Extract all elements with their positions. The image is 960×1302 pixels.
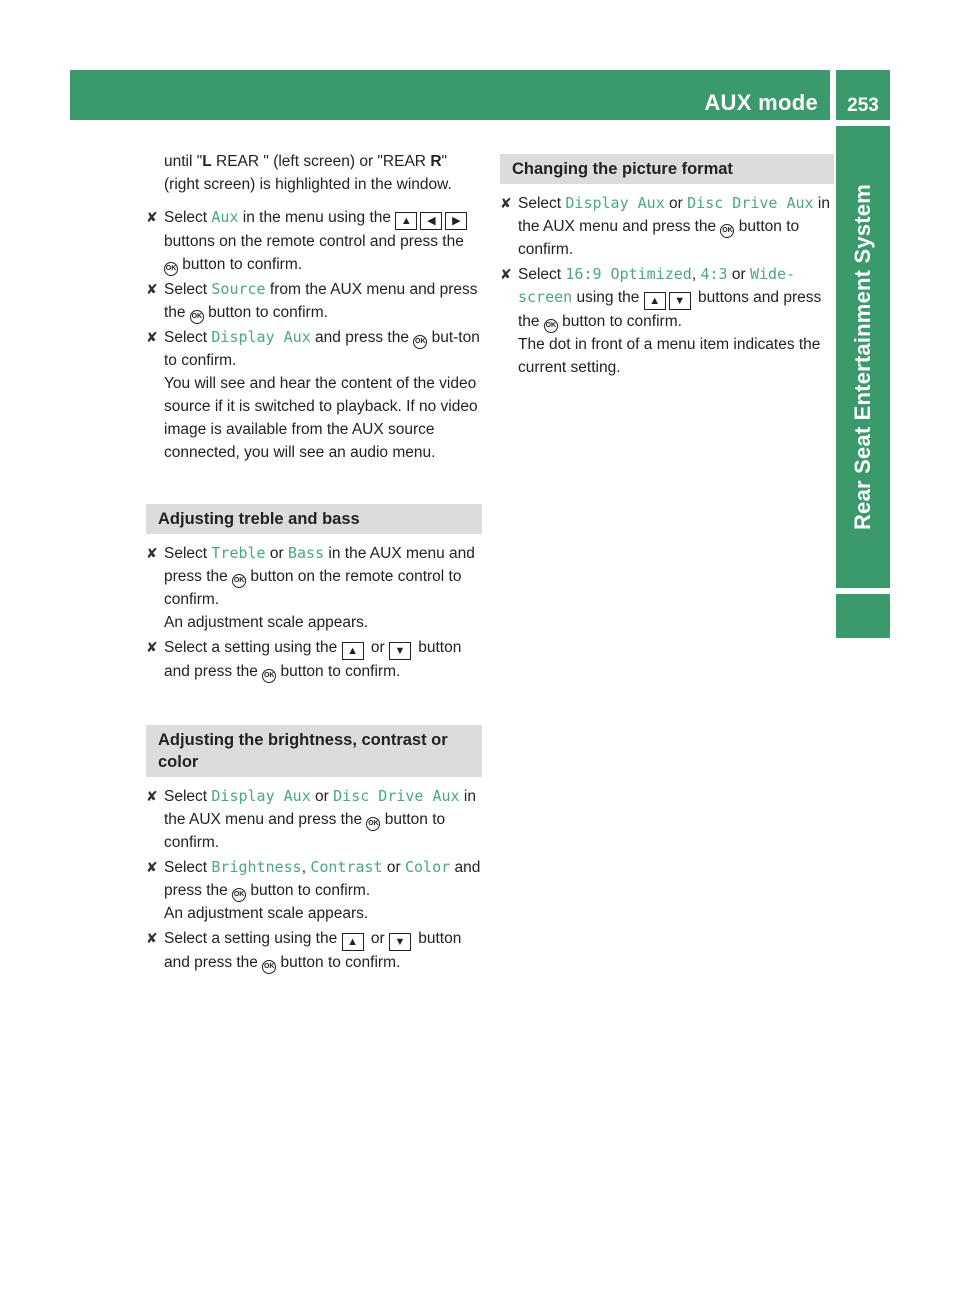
text: button and press the: [164, 639, 462, 680]
step-note: You will see and hear the content of the video source if it is switched to playback. If no video image is available from the AUX source connected, you will see an audio menu.: [164, 375, 478, 461]
bold-text: L: [202, 153, 212, 170]
step-note: An adjustment scale appears.: [164, 614, 369, 631]
text: button to confirm.: [164, 811, 446, 851]
text: Select: [518, 266, 566, 283]
menu-item-disc-drive-aux: Disc Drive Aux: [333, 787, 460, 805]
step-select-format: [500, 263, 834, 379]
text: button to confirm.: [518, 218, 800, 258]
right-column: [500, 154, 834, 381]
ok-button-icon: OK: [164, 262, 178, 276]
text: Select: [164, 329, 212, 346]
text: or: [664, 195, 688, 212]
ok-button-icon: OK: [413, 335, 427, 349]
menu-item-display-aux: Display Aux: [565, 194, 665, 212]
text: button to confirm.: [557, 313, 682, 330]
step-select-display-source: [500, 192, 834, 261]
text: button to confirm.: [246, 882, 371, 899]
menu-item-widescreen: Wide‐ screen: [518, 265, 796, 306]
section-heading-treble-bass: Adjusting treble and bass: [146, 504, 482, 534]
menu-item-bass: Bass: [287, 544, 325, 562]
ok-button-icon: OK: [262, 960, 276, 974]
step-note: An adjustment scale appears.: [164, 905, 369, 922]
menu-item-contrast: Contrast: [310, 858, 383, 876]
menu-item-4-3: 4:3: [700, 265, 728, 283]
ok-button-icon: OK: [544, 319, 558, 333]
step-select-display-source: [146, 785, 482, 854]
up-arrow-key-icon: ▲: [342, 642, 364, 660]
step-select-treble-bass: [146, 542, 482, 634]
text: or: [727, 266, 750, 283]
text: or: [382, 859, 405, 876]
bold-text: R: [430, 153, 442, 170]
section-tab: [836, 126, 890, 588]
step-arrow-icon: ✘: [146, 281, 158, 297]
step-select-aux: [146, 206, 482, 276]
text: button to confirm.: [276, 663, 401, 680]
text: button to confirm.: [203, 304, 328, 321]
step-arrow-icon: ✘: [146, 545, 158, 561]
step-select-display-aux: [146, 326, 482, 464]
text: in the AUX menu and press the: [518, 195, 830, 235]
ok-button-icon: OK: [232, 888, 246, 902]
step-arrow-icon: ✘: [146, 859, 158, 875]
step-arrow-icon: ✘: [500, 266, 512, 282]
page-number-box: [836, 70, 890, 120]
step-select-setting: [146, 927, 482, 974]
text: Select: [164, 209, 212, 226]
text: and press the: [310, 329, 414, 346]
step-select-source: [146, 278, 482, 324]
step-note: The dot in front of a menu item indicates the current setting.: [518, 336, 821, 376]
text: Select: [164, 788, 212, 805]
text: in the AUX menu and press the: [164, 788, 476, 828]
text: button and press the: [164, 930, 462, 971]
down-arrow-key-icon: ▼: [669, 292, 691, 310]
intro-paragraph: [146, 150, 482, 196]
down-arrow-key-icon: ▼: [389, 642, 411, 660]
text: or: [310, 788, 334, 805]
text: button on the remote control to confirm.: [164, 568, 462, 608]
text: in the menu using the: [238, 209, 396, 226]
text: Select: [164, 281, 212, 298]
text: Select: [164, 545, 212, 562]
left-arrow-key-icon: ◀: [420, 212, 442, 230]
step-arrow-icon: ✘: [500, 195, 512, 211]
step-arrow-icon: ✘: [146, 209, 158, 225]
text: from the AUX menu and press the: [164, 281, 478, 321]
up-arrow-key-icon: ▲: [395, 212, 417, 230]
menu-item-treble: Treble: [211, 544, 266, 562]
menu-item-source: Source: [211, 280, 266, 298]
text: button to confirm.: [178, 256, 303, 273]
header-bar: [70, 70, 830, 120]
text: or: [265, 545, 288, 562]
step-select-setting: [146, 636, 482, 683]
text: Select: [164, 859, 212, 876]
right-arrow-key-icon: ▶: [445, 212, 467, 230]
step-arrow-icon: ✘: [146, 788, 158, 804]
step-arrow-icon: ✘: [146, 639, 158, 655]
section-tab-title: Rear Seat Entertainment System: [850, 184, 875, 530]
menu-item-color: Color: [404, 858, 451, 876]
text: or: [366, 639, 389, 656]
text: Select a setting using the: [164, 930, 342, 947]
text: buttons on the remote control and press the: [164, 233, 464, 250]
menu-item-brightness: Brightness: [211, 858, 302, 876]
page-title: AUX mode: [704, 90, 818, 115]
text: Select: [518, 195, 566, 212]
menu-item-disc-drive-aux: Disc Drive Aux: [687, 194, 814, 212]
ok-button-icon: OK: [190, 310, 204, 324]
menu-item-display-aux: Display Aux: [211, 787, 311, 805]
text: ,: [691, 266, 701, 283]
ok-button-icon: OK: [366, 817, 380, 831]
left-column: [146, 150, 482, 976]
step-arrow-icon: ✘: [146, 329, 158, 345]
up-arrow-key-icon: ▲: [644, 292, 666, 310]
text: button to confirm.: [276, 954, 401, 971]
text: and press the: [164, 859, 481, 899]
step-arrow-icon: ✘: [146, 930, 158, 946]
down-arrow-key-icon: ▼: [389, 933, 411, 951]
ok-button-icon: OK: [262, 669, 276, 683]
text: REAR " (left screen) or "REAR: [211, 153, 431, 170]
section-heading-brightness: Adjusting the brightness, contrast or color: [146, 725, 482, 777]
menu-item-aux: Aux: [211, 208, 239, 226]
text: " (right screen) is highlighted in the window.: [164, 153, 452, 193]
section-heading-picture-format: Changing the picture format: [500, 154, 834, 184]
text: in the AUX menu and press the: [164, 545, 475, 585]
menu-item-16-9-optimized: 16:9 Optimized: [565, 265, 692, 283]
text: but-ton to confirm.: [164, 329, 480, 369]
menu-item-display-aux: Display Aux: [211, 328, 311, 346]
ok-button-icon: OK: [720, 224, 734, 238]
text: Select a setting using the: [164, 639, 342, 656]
up-arrow-key-icon: ▲: [342, 933, 364, 951]
section-tab-block: [836, 594, 890, 638]
text: or: [366, 930, 389, 947]
page-number: 253: [847, 95, 879, 116]
step-select-picture-setting: [146, 856, 482, 925]
text: until ": [164, 153, 203, 170]
text: buttons and press the: [518, 289, 822, 330]
text: ,: [301, 859, 311, 876]
ok-button-icon: OK: [232, 574, 246, 588]
text: using the: [572, 289, 644, 306]
